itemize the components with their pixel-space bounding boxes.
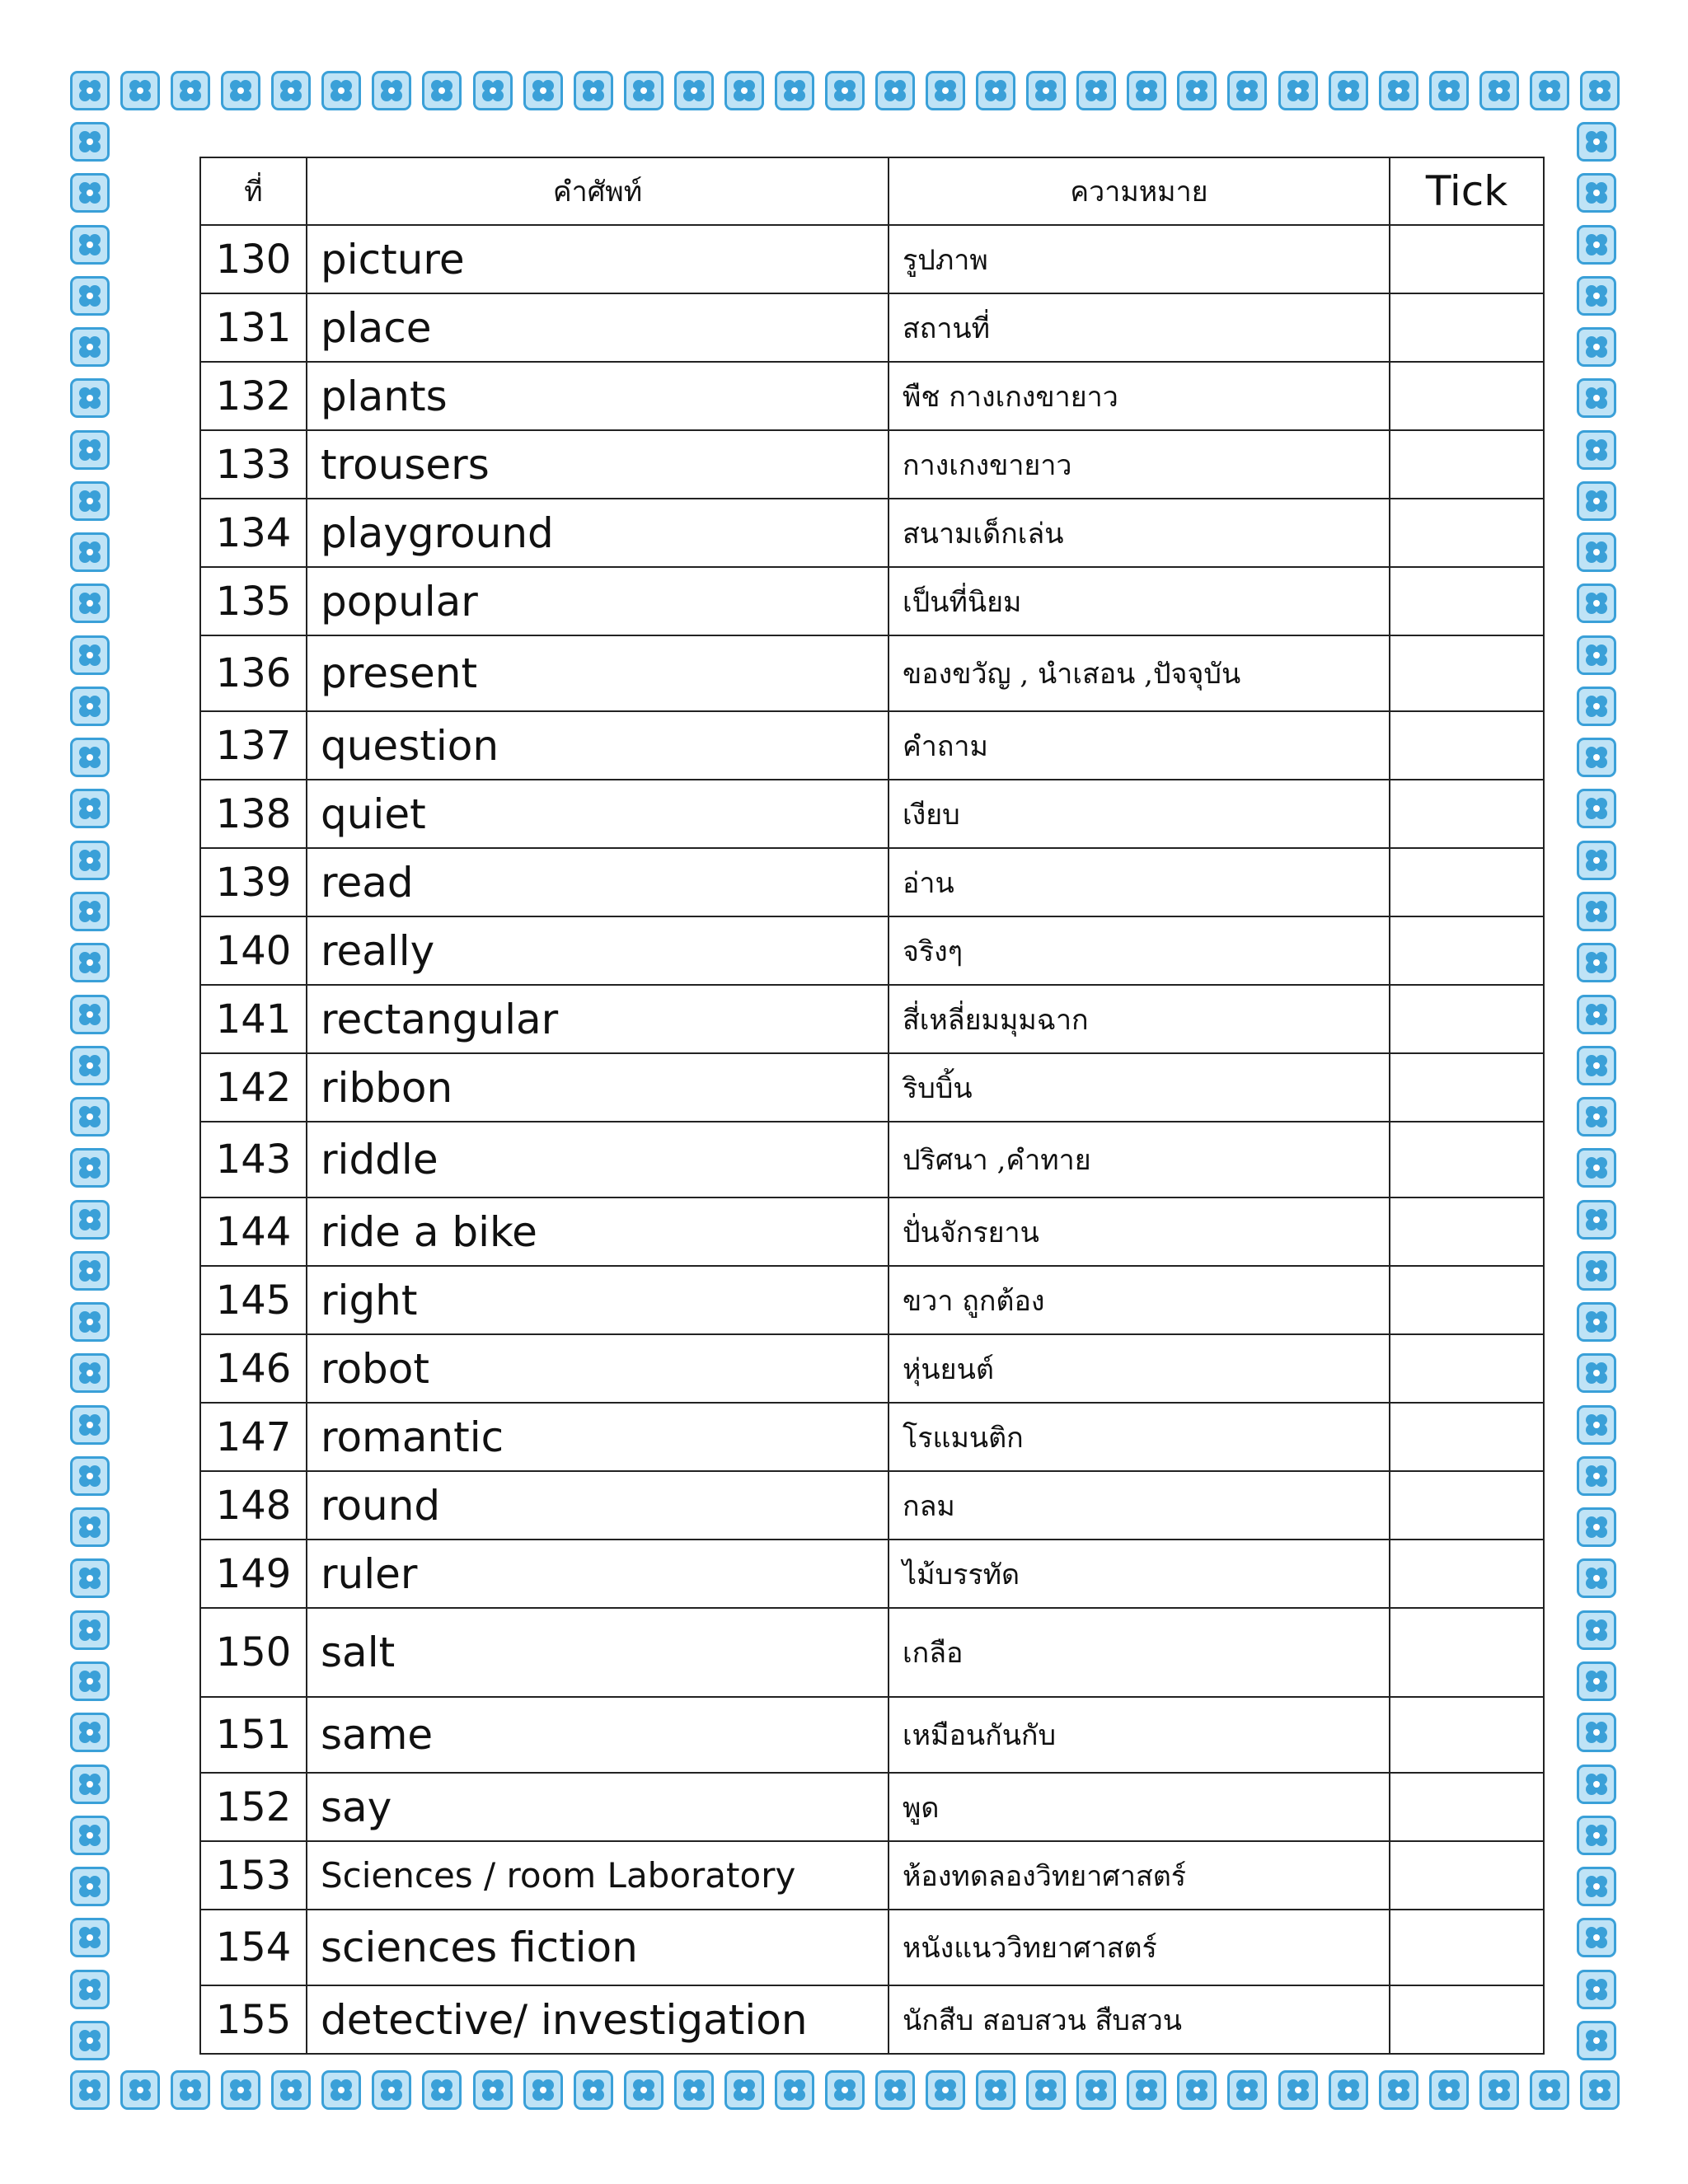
flower-tile-icon: [724, 2070, 764, 2110]
table-row: [200, 1985, 1544, 2054]
row-meaning: สนามเด็กเล่น: [889, 499, 1390, 567]
row-number: 137: [200, 711, 307, 780]
flower-tile-icon: [1577, 995, 1616, 1034]
row-word: trousers: [307, 430, 889, 499]
row-meaning: ปริศนา ,คำทาย: [889, 1122, 1390, 1197]
flower-tile-icon: [1127, 2070, 1166, 2110]
flower-tile-icon: [674, 2070, 714, 2110]
flower-tile-icon: [221, 2070, 260, 2110]
flower-tile-icon: [574, 71, 613, 110]
table-row: [200, 1697, 1544, 1773]
flower-tile-icon: [1577, 687, 1616, 726]
row-meaning: เกลือ: [889, 1608, 1390, 1697]
row-word: present: [307, 635, 889, 711]
flower-tile-icon: [1580, 71, 1620, 110]
row-meaning: ริบบิ้น: [889, 1053, 1390, 1122]
tick-cell[interactable]: [1390, 1053, 1544, 1122]
table-row: [200, 1608, 1544, 1697]
row-meaning: ไม้บรรทัด: [889, 1540, 1390, 1608]
flower-tile-icon: [70, 583, 110, 623]
tick-cell[interactable]: [1390, 567, 1544, 635]
flower-tile-icon: [70, 327, 110, 367]
flower-tile-icon: [976, 2070, 1015, 2110]
flower-tile-icon: [523, 2070, 563, 2110]
table-row: [200, 1334, 1544, 1403]
flower-tile-icon: [775, 71, 814, 110]
row-number: 153: [200, 1841, 307, 1910]
flower-tile-icon: [1577, 1507, 1616, 1547]
flower-tile-icon: [372, 71, 411, 110]
row-meaning: จริงๆ: [889, 916, 1390, 985]
row-word: detective/ investigation: [307, 1985, 889, 2054]
table-row: [200, 1197, 1544, 1266]
flower-tile-icon: [1577, 532, 1616, 572]
row-word: ruler: [307, 1540, 889, 1608]
flower-tile-icon: [1577, 1558, 1616, 1598]
row-meaning: ขวา ถูกต้อง: [889, 1266, 1390, 1334]
tick-cell[interactable]: [1390, 430, 1544, 499]
tick-cell[interactable]: [1390, 1197, 1544, 1266]
flower-tile-icon: [70, 635, 110, 675]
flower-tile-icon: [473, 71, 513, 110]
flower-tile-icon: [624, 71, 663, 110]
flower-tile-icon: [70, 378, 110, 418]
row-word: romantic: [307, 1403, 889, 1471]
flower-tile-icon: [70, 1610, 110, 1650]
flower-tile-icon: [1127, 71, 1166, 110]
row-number: 152: [200, 1773, 307, 1841]
flower-tile-icon: [120, 71, 160, 110]
table-row: [200, 985, 1544, 1053]
flower-tile-icon: [70, 1816, 110, 1855]
tick-cell[interactable]: [1390, 1471, 1544, 1540]
flower-tile-icon: [1479, 71, 1519, 110]
flower-tile-icon: [1577, 378, 1616, 418]
flower-tile-icon: [171, 2070, 210, 2110]
flower-tile-icon: [321, 71, 361, 110]
flower-tile-icon: [1577, 1816, 1616, 1855]
tick-cell[interactable]: [1390, 1403, 1544, 1471]
flower-tile-icon: [926, 71, 965, 110]
flower-tile-icon: [1379, 71, 1418, 110]
row-meaning: หุ่นยนต์: [889, 1334, 1390, 1403]
flower-tile-icon: [70, 1661, 110, 1701]
flower-tile-icon: [1026, 71, 1066, 110]
row-meaning: เงียบ: [889, 780, 1390, 848]
row-number: 136: [200, 635, 307, 711]
flower-tile-icon: [1530, 2070, 1569, 2110]
flower-tile-icon: [70, 1097, 110, 1137]
table-row: [200, 635, 1544, 711]
row-word: playground: [307, 499, 889, 567]
tick-cell[interactable]: [1390, 780, 1544, 848]
flower-tile-icon: [70, 1046, 110, 1085]
flower-tile-icon: [70, 1867, 110, 1906]
row-number: 138: [200, 780, 307, 848]
table-row: [200, 430, 1544, 499]
flower-tile-icon: [70, 687, 110, 726]
vocabulary-table: [199, 157, 1545, 2055]
table-row: [200, 1471, 1544, 1540]
flower-tile-icon: [473, 2070, 513, 2110]
row-word: same: [307, 1697, 889, 1773]
table-row: [200, 916, 1544, 985]
table-row: [200, 780, 1544, 848]
flower-tile-icon: [1429, 2070, 1469, 2110]
row-word: quiet: [307, 780, 889, 848]
flower-tile-icon: [1577, 1405, 1616, 1445]
flower-tile-icon: [1026, 2070, 1066, 2110]
flower-tile-icon: [1177, 2070, 1217, 2110]
row-word: read: [307, 848, 889, 916]
row-meaning: โรแมนติก: [889, 1403, 1390, 1471]
flower-tile-icon: [70, 892, 110, 931]
flower-tile-icon: [1577, 1918, 1616, 1957]
flower-tile-icon: [1479, 2070, 1519, 2110]
flower-tile-icon: [1577, 122, 1616, 162]
table-row: [200, 567, 1544, 635]
flower-tile-icon: [70, 71, 110, 110]
tick-cell[interactable]: [1390, 985, 1544, 1053]
row-number: 147: [200, 1403, 307, 1471]
tick-cell[interactable]: [1390, 1910, 1544, 1985]
flower-tile-icon: [1577, 1610, 1616, 1650]
flower-tile-icon: [1577, 738, 1616, 777]
flower-tile-icon: [1577, 481, 1616, 521]
tick-cell[interactable]: [1390, 711, 1544, 780]
table-row: [200, 499, 1544, 567]
flower-tile-icon: [1580, 2070, 1620, 2110]
row-meaning: กางเกงขายาว: [889, 430, 1390, 499]
tick-cell[interactable]: [1390, 293, 1544, 362]
flower-tile-icon: [70, 1200, 110, 1240]
flower-tile-icon: [1076, 71, 1116, 110]
tick-cell[interactable]: [1390, 916, 1544, 985]
table-row: [200, 1053, 1544, 1122]
flower-tile-icon: [221, 71, 260, 110]
row-meaning: พืช กางเกงขายาว: [889, 362, 1390, 430]
row-number: 149: [200, 1540, 307, 1608]
row-number: 142: [200, 1053, 307, 1122]
flower-tile-icon: [271, 2070, 311, 2110]
row-word: place: [307, 293, 889, 362]
flower-tile-icon: [875, 2070, 915, 2110]
flower-tile-icon: [926, 2070, 965, 2110]
flower-tile-icon: [1577, 841, 1616, 880]
row-word: really: [307, 916, 889, 985]
row-word: right: [307, 1266, 889, 1334]
table-row: [200, 1841, 1544, 1910]
tick-cell[interactable]: [1390, 848, 1544, 916]
flower-tile-icon: [1577, 1097, 1616, 1137]
table-row: [200, 1773, 1544, 1841]
flower-tile-icon: [1379, 2070, 1418, 2110]
flower-tile-icon: [70, 841, 110, 880]
flower-tile-icon: [70, 1405, 110, 1445]
flower-tile-icon: [271, 71, 311, 110]
flower-tile-icon: [70, 173, 110, 213]
flower-tile-icon: [70, 943, 110, 982]
flower-tile-icon: [70, 789, 110, 828]
table-row: [200, 1540, 1544, 1608]
border-bottom: [70, 2070, 1620, 2113]
row-word: round: [307, 1471, 889, 1540]
flower-tile-icon: [70, 1765, 110, 1804]
header-tick: Tick: [1390, 157, 1544, 225]
flower-tile-icon: [1577, 1353, 1616, 1393]
flower-tile-icon: [70, 2070, 110, 2110]
table-header-row: [200, 157, 1544, 225]
flower-tile-icon: [1329, 71, 1368, 110]
table-body: [200, 225, 1544, 2054]
row-word: robot: [307, 1334, 889, 1403]
flower-tile-icon: [1530, 71, 1569, 110]
flower-tile-icon: [1329, 2070, 1368, 2110]
flower-tile-icon: [1577, 327, 1616, 367]
row-number: 145: [200, 1266, 307, 1334]
row-word: Sciences / room Laboratory: [307, 1841, 889, 1910]
flower-tile-icon: [1577, 2021, 1616, 2060]
row-meaning: สี่เหลี่ยมมุมฉาก: [889, 985, 1390, 1053]
tick-cell[interactable]: [1390, 362, 1544, 430]
table-row: [200, 362, 1544, 430]
tick-cell[interactable]: [1390, 1841, 1544, 1910]
flower-tile-icon: [70, 995, 110, 1034]
flower-tile-icon: [70, 1251, 110, 1291]
flower-tile-icon: [574, 2070, 613, 2110]
row-word: sciences fiction: [307, 1910, 889, 1985]
row-meaning: ปั่นจักรยาน: [889, 1197, 1390, 1266]
flower-tile-icon: [70, 481, 110, 521]
row-meaning: รูปภาพ: [889, 225, 1390, 293]
table-row: [200, 225, 1544, 293]
flower-tile-icon: [825, 2070, 865, 2110]
flower-tile-icon: [70, 1918, 110, 1957]
row-number: 141: [200, 985, 307, 1053]
tick-cell[interactable]: [1390, 499, 1544, 567]
table-row: [200, 293, 1544, 362]
row-number: 135: [200, 567, 307, 635]
border-right: [1577, 122, 1620, 2060]
row-word: salt: [307, 1608, 889, 1697]
flower-tile-icon: [70, 738, 110, 777]
flower-tile-icon: [70, 122, 110, 162]
table-row: [200, 1403, 1544, 1471]
flower-tile-icon: [1577, 583, 1616, 623]
flower-tile-icon: [70, 1713, 110, 1752]
flower-tile-icon: [1577, 1148, 1616, 1188]
flower-tile-icon: [1577, 1200, 1616, 1240]
header-number: ที่: [200, 157, 307, 225]
tick-cell[interactable]: [1390, 1334, 1544, 1403]
flower-tile-icon: [70, 1148, 110, 1188]
row-number: 131: [200, 293, 307, 362]
flower-tile-icon: [875, 71, 915, 110]
row-number: 139: [200, 848, 307, 916]
tick-cell[interactable]: [1390, 1540, 1544, 1608]
tick-cell[interactable]: [1390, 1266, 1544, 1334]
row-meaning: เป็นที่นิยม: [889, 567, 1390, 635]
flower-tile-icon: [171, 71, 210, 110]
table-row: [200, 711, 1544, 780]
row-number: 151: [200, 1697, 307, 1773]
flower-tile-icon: [1577, 1251, 1616, 1291]
border-left: [70, 122, 113, 2060]
row-number: 144: [200, 1197, 307, 1266]
row-word: popular: [307, 567, 889, 635]
flower-tile-icon: [70, 532, 110, 572]
row-number: 143: [200, 1122, 307, 1197]
flower-tile-icon: [1577, 276, 1616, 316]
flower-tile-icon: [1278, 2070, 1318, 2110]
flower-tile-icon: [70, 430, 110, 470]
header-meaning: ความหมาย: [889, 157, 1390, 225]
row-word: picture: [307, 225, 889, 293]
row-word: rectangular: [307, 985, 889, 1053]
flower-tile-icon: [523, 71, 563, 110]
row-number: 132: [200, 362, 307, 430]
border-top: [70, 71, 1620, 114]
row-word: riddle: [307, 1122, 889, 1197]
tick-cell[interactable]: [1390, 1985, 1544, 2054]
flower-tile-icon: [1577, 943, 1616, 982]
row-word: ribbon: [307, 1053, 889, 1122]
row-number: 146: [200, 1334, 307, 1403]
row-number: 150: [200, 1608, 307, 1697]
flower-tile-icon: [70, 2021, 110, 2060]
tick-cell[interactable]: [1390, 635, 1544, 711]
flower-tile-icon: [70, 276, 110, 316]
row-meaning: สถานที่: [889, 293, 1390, 362]
flower-tile-icon: [70, 1353, 110, 1393]
flower-tile-icon: [1227, 2070, 1267, 2110]
row-word: say: [307, 1773, 889, 1841]
flower-tile-icon: [70, 1507, 110, 1547]
flower-tile-icon: [1227, 71, 1267, 110]
flower-tile-icon: [1577, 1302, 1616, 1342]
flower-tile-icon: [1577, 1970, 1616, 2009]
row-number: 130: [200, 225, 307, 293]
row-word: question: [307, 711, 889, 780]
flower-tile-icon: [1076, 2070, 1116, 2110]
flower-tile-icon: [1577, 430, 1616, 470]
tick-cell[interactable]: [1390, 1697, 1544, 1773]
flower-tile-icon: [1278, 71, 1318, 110]
flower-tile-icon: [624, 2070, 663, 2110]
row-word: ride a bike: [307, 1197, 889, 1266]
flower-tile-icon: [1577, 789, 1616, 828]
tick-cell[interactable]: [1390, 225, 1544, 293]
row-number: 134: [200, 499, 307, 567]
row-meaning: พูด: [889, 1773, 1390, 1841]
row-meaning: ของขวัญ , นำเสอน ,ปัจจุบัน: [889, 635, 1390, 711]
row-meaning: นักสืบ สอบสวน สืบสวน: [889, 1985, 1390, 2054]
flower-tile-icon: [120, 2070, 160, 2110]
row-meaning: หนังแนววิทยาศาสตร์: [889, 1910, 1390, 1985]
flower-tile-icon: [1577, 1046, 1616, 1085]
flower-tile-icon: [70, 1302, 110, 1342]
flower-tile-icon: [825, 71, 865, 110]
flower-tile-icon: [1577, 1765, 1616, 1804]
tick-cell[interactable]: [1390, 1773, 1544, 1841]
row-meaning: อ่าน: [889, 848, 1390, 916]
row-number: 154: [200, 1910, 307, 1985]
flower-tile-icon: [976, 71, 1015, 110]
flower-tile-icon: [70, 1558, 110, 1598]
flower-tile-icon: [70, 1970, 110, 2009]
flower-tile-icon: [1577, 173, 1616, 213]
row-meaning: คำถาม: [889, 711, 1390, 780]
flower-tile-icon: [1577, 1867, 1616, 1906]
tick-cell[interactable]: [1390, 1122, 1544, 1197]
tick-cell[interactable]: [1390, 1608, 1544, 1697]
row-number: 140: [200, 916, 307, 985]
flower-tile-icon: [70, 1456, 110, 1496]
row-meaning: กลม: [889, 1471, 1390, 1540]
flower-tile-icon: [1577, 1661, 1616, 1701]
flower-tile-icon: [724, 71, 764, 110]
flower-tile-icon: [70, 225, 110, 265]
flower-tile-icon: [674, 71, 714, 110]
row-word: plants: [307, 362, 889, 430]
flower-tile-icon: [422, 2070, 462, 2110]
flower-tile-icon: [321, 2070, 361, 2110]
flower-tile-icon: [1577, 1713, 1616, 1752]
row-number: 155: [200, 1985, 307, 2054]
row-number: 148: [200, 1471, 307, 1540]
table-row: [200, 1122, 1544, 1197]
flower-tile-icon: [422, 71, 462, 110]
table-row: [200, 848, 1544, 916]
flower-tile-icon: [1577, 892, 1616, 931]
flower-tile-icon: [1177, 71, 1217, 110]
flower-tile-icon: [1429, 71, 1469, 110]
flower-tile-icon: [1577, 1456, 1616, 1496]
row-number: 133: [200, 430, 307, 499]
table-row: [200, 1910, 1544, 1985]
flower-tile-icon: [775, 2070, 814, 2110]
flower-tile-icon: [1577, 635, 1616, 675]
flower-tile-icon: [1577, 225, 1616, 265]
row-meaning: เหมือนกันกับ: [889, 1697, 1390, 1773]
table-row: [200, 1266, 1544, 1334]
flower-tile-icon: [372, 2070, 411, 2110]
row-meaning: ห้องทดลองวิทยาศาสตร์: [889, 1841, 1390, 1910]
header-word: คำศัพท์: [307, 157, 889, 225]
